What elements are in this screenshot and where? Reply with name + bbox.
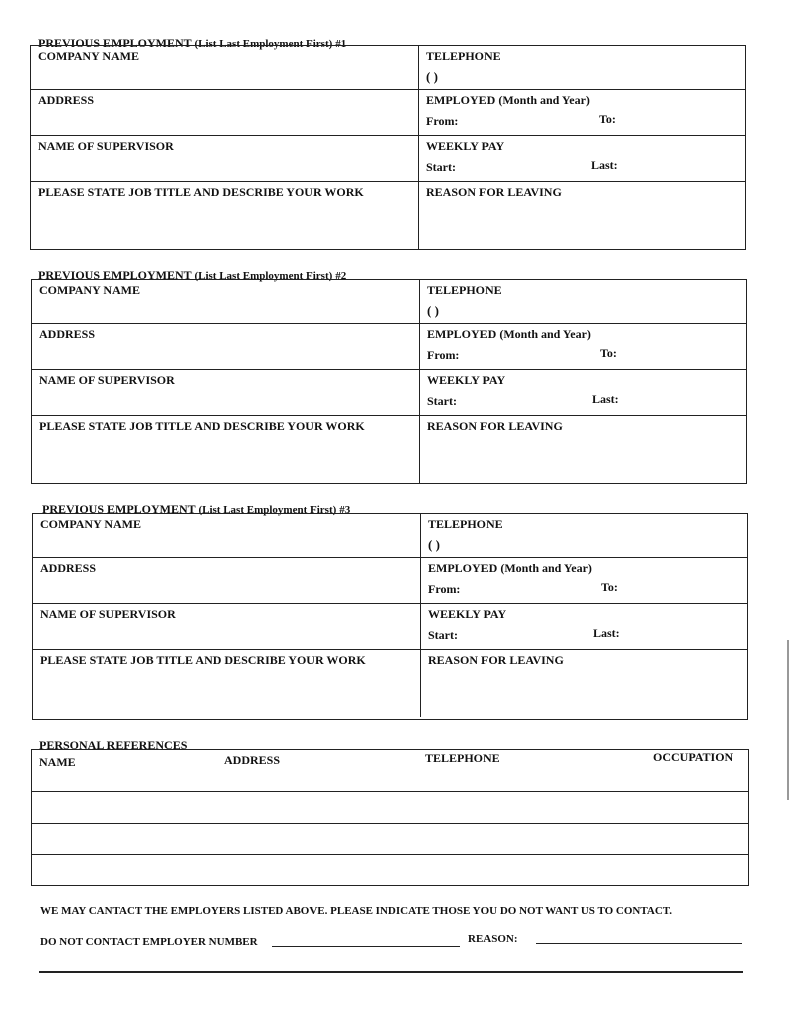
company-row bbox=[33, 514, 747, 557]
last-label: Last: bbox=[593, 626, 620, 640]
reason-label: REASON: bbox=[468, 933, 518, 945]
address-label: ADDRESS bbox=[39, 327, 96, 341]
references-name-header: NAME bbox=[39, 755, 76, 769]
start-label: Start: bbox=[427, 394, 457, 408]
address-row bbox=[33, 557, 747, 603]
from-label: From: bbox=[427, 348, 460, 362]
weekly-pay-label: WEEKLY PAY bbox=[426, 139, 505, 153]
contact-note: WE MAY CANTACT THE EMPLOYERS LISTED ABOVE. PLEASE INDICATE THOSE YOU DO NOT WANT US TO CONTACT. bbox=[40, 905, 673, 917]
telephone-field[interactable] bbox=[419, 46, 745, 89]
scan-edge-mark bbox=[787, 640, 789, 800]
employed-label: EMPLOYED (Month and Year) bbox=[426, 93, 590, 107]
employed-label: EMPLOYED (Month and Year) bbox=[427, 327, 591, 341]
last-label: Last: bbox=[591, 158, 618, 172]
section-title-paren: (List Last Employment First) bbox=[194, 38, 333, 50]
weekly-pay-label: WEEKLY PAY bbox=[428, 607, 507, 621]
address-label: ADDRESS bbox=[38, 93, 95, 107]
job-description-label: PLEASE STATE JOB TITLE AND DESCRIBE YOUR WORK bbox=[38, 185, 364, 199]
section-title-main: PREVIOUS EMPLOYMENT bbox=[38, 268, 192, 282]
references-telephone-header: TELEPHONE bbox=[425, 751, 500, 765]
company-name-label: COMPANY NAME bbox=[40, 517, 141, 531]
to-label: To: bbox=[599, 112, 616, 126]
do-not-contact-label: DO NOT CONTACT EMPLOYER NUMBER bbox=[40, 936, 258, 948]
reason-input[interactable] bbox=[536, 943, 742, 944]
employed-label: EMPLOYED (Month and Year) bbox=[428, 561, 592, 575]
last-label: Last: bbox=[592, 392, 619, 406]
start-label: Start: bbox=[428, 628, 458, 642]
from-label: From: bbox=[428, 582, 461, 596]
reason-for-leaving-field[interactable] bbox=[420, 416, 746, 483]
company-name-field[interactable] bbox=[33, 514, 421, 557]
telephone-label: TELEPHONE bbox=[428, 517, 503, 531]
telephone-field[interactable] bbox=[421, 514, 747, 557]
supervisor-row bbox=[33, 603, 747, 649]
job-row bbox=[32, 415, 746, 483]
area-code-parens: ( ) bbox=[427, 303, 439, 318]
section-title-number: #3 bbox=[339, 504, 351, 516]
reason-for-leaving-label: REASON FOR LEAVING bbox=[428, 653, 564, 667]
address-field[interactable] bbox=[33, 558, 421, 603]
reason-for-leaving-label: REASON FOR LEAVING bbox=[427, 419, 563, 433]
start-label: Start: bbox=[426, 160, 456, 174]
weekly-pay-field[interactable] bbox=[420, 370, 746, 415]
job-description-field[interactable] bbox=[33, 650, 421, 717]
company-name-label: COMPANY NAME bbox=[38, 49, 139, 63]
references-address-header: ADDRESS bbox=[224, 753, 281, 767]
supervisor-row bbox=[32, 369, 746, 415]
employed-dates-field[interactable] bbox=[421, 558, 747, 603]
telephone-label: TELEPHONE bbox=[426, 49, 501, 63]
address-row bbox=[31, 89, 745, 135]
supervisor-label: NAME OF SUPERVISOR bbox=[39, 373, 175, 387]
job-row bbox=[31, 181, 745, 249]
address-row bbox=[32, 323, 746, 369]
reference-row-3[interactable] bbox=[32, 854, 748, 855]
job-row bbox=[33, 649, 747, 717]
reason-for-leaving-field[interactable] bbox=[421, 650, 747, 717]
to-label: To: bbox=[600, 346, 617, 360]
do-not-contact-employer-input[interactable] bbox=[272, 946, 460, 947]
telephone-label: TELEPHONE bbox=[427, 283, 502, 297]
address-field[interactable] bbox=[32, 324, 420, 369]
company-name-field[interactable] bbox=[31, 46, 419, 89]
section-title-paren: (List Last Employment First) bbox=[198, 504, 337, 516]
job-description-label: PLEASE STATE JOB TITLE AND DESCRIBE YOUR WORK bbox=[39, 419, 365, 433]
section-title-main: PREVIOUS EMPLOYMENT bbox=[42, 502, 196, 516]
references-occupation-header: OCCUPATION bbox=[653, 750, 734, 764]
weekly-pay-field[interactable] bbox=[421, 604, 747, 649]
company-name-label: COMPANY NAME bbox=[39, 283, 140, 297]
references-table bbox=[31, 749, 749, 886]
telephone-field[interactable] bbox=[420, 280, 746, 323]
job-description-label: PLEASE STATE JOB TITLE AND DESCRIBE YOUR WORK bbox=[40, 653, 366, 667]
bottom-rule bbox=[39, 971, 743, 973]
address-label: ADDRESS bbox=[40, 561, 97, 575]
employed-dates-field[interactable] bbox=[419, 90, 745, 135]
job-description-field[interactable] bbox=[32, 416, 420, 483]
employment-table-2 bbox=[31, 279, 747, 484]
area-code-parens: ( ) bbox=[428, 537, 440, 552]
references-title: PERSONAL REFERENCES bbox=[39, 738, 188, 752]
job-description-field[interactable] bbox=[31, 182, 419, 249]
company-name-field[interactable] bbox=[32, 280, 420, 323]
company-row bbox=[31, 46, 745, 89]
section-title-number: #1 bbox=[335, 38, 347, 50]
from-label: From: bbox=[426, 114, 459, 128]
supervisor-row bbox=[31, 135, 745, 181]
supervisor-field[interactable] bbox=[32, 370, 420, 415]
to-label: To: bbox=[601, 580, 618, 594]
weekly-pay-label: WEEKLY PAY bbox=[427, 373, 506, 387]
supervisor-label: NAME OF SUPERVISOR bbox=[38, 139, 174, 153]
reason-for-leaving-field[interactable] bbox=[419, 182, 745, 249]
address-field[interactable] bbox=[31, 90, 419, 135]
supervisor-field[interactable] bbox=[33, 604, 421, 649]
weekly-pay-field[interactable] bbox=[419, 136, 745, 181]
reference-row-2[interactable] bbox=[32, 823, 748, 824]
employment-table-1 bbox=[30, 45, 746, 250]
area-code-parens: ( ) bbox=[426, 69, 438, 84]
supervisor-label: NAME OF SUPERVISOR bbox=[40, 607, 176, 621]
section-title-main: PREVIOUS EMPLOYMENT bbox=[38, 36, 192, 50]
section-title-paren: (List Last Employment First) bbox=[194, 270, 333, 282]
reason-for-leaving-label: REASON FOR LEAVING bbox=[426, 185, 562, 199]
company-row bbox=[32, 280, 746, 323]
reference-row-1[interactable] bbox=[32, 791, 748, 792]
section-title-number: #2 bbox=[335, 270, 347, 282]
employment-table-3 bbox=[32, 513, 748, 720]
supervisor-field[interactable] bbox=[31, 136, 419, 181]
employed-dates-field[interactable] bbox=[420, 324, 746, 369]
